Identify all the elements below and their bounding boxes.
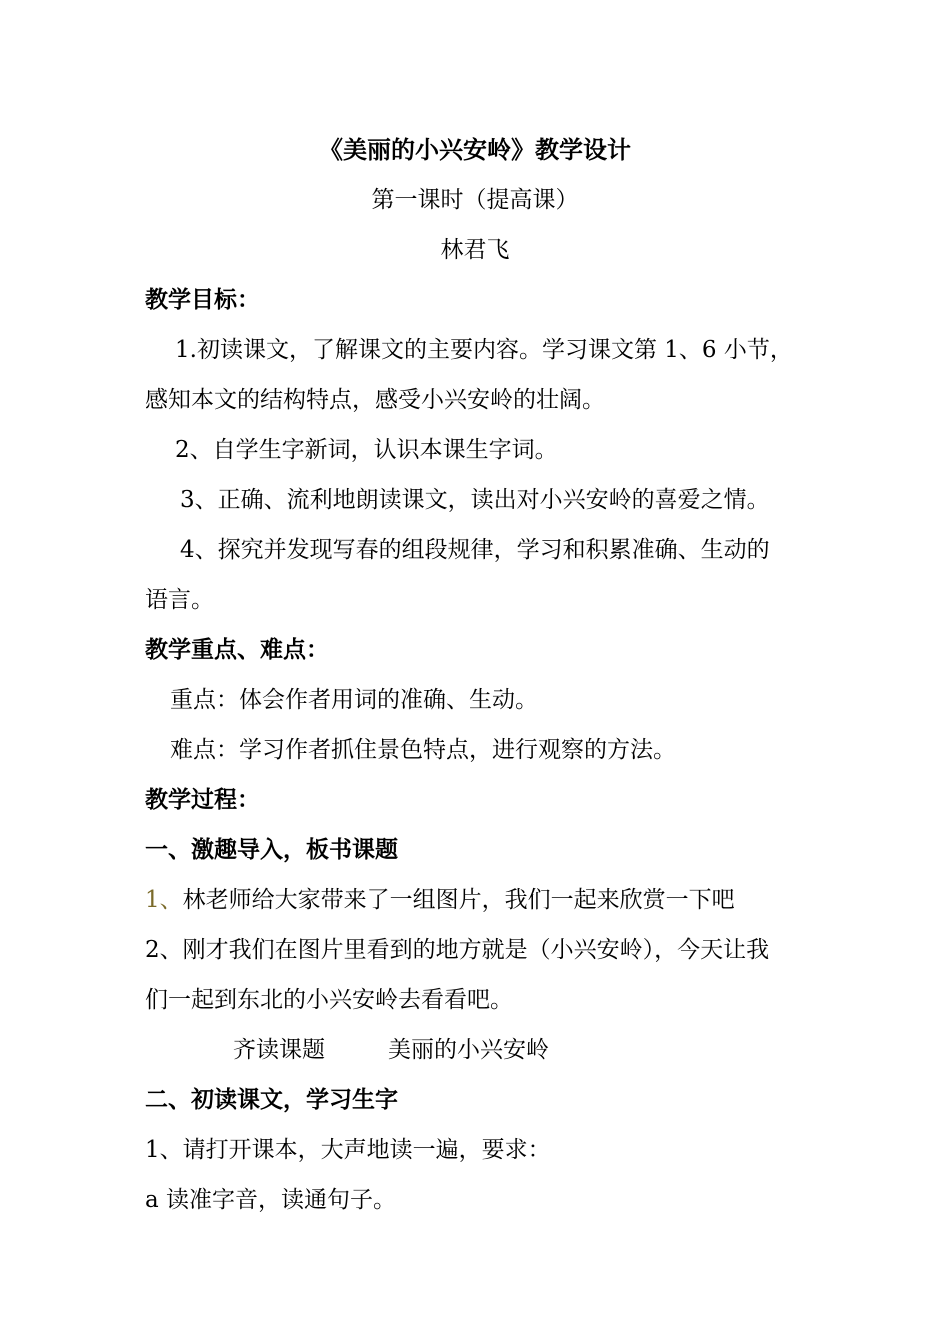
keypoint-difficult: 难点：学习作者抓住景色特点，进行观察的方法。 xyxy=(170,737,676,763)
objective-item-1: 1.初读课文，了解课文的主要内容。学习课文第 1、6 小节， xyxy=(175,337,793,363)
section-2-item-a: a 读准字音，读通句子。 xyxy=(145,1187,397,1213)
objective-item-1-continued: 感知本文的结构特点，感受小兴安岭的壮阔。 xyxy=(145,387,605,413)
process-heading: 教学过程： xyxy=(145,786,260,813)
objective-item-4-continued: 语言。 xyxy=(145,587,214,613)
section-2-item-1: 1、请打开课本，大声地读一遍，要求： xyxy=(145,1137,551,1163)
section-1-item-2: 2、刚才我们在图片里看到的地方就是（小兴安岭），今天让我 xyxy=(145,937,770,963)
section-1-item-2-continued: 们一起到东北的小兴安岭去看看吧。 xyxy=(145,987,513,1013)
objective-item-3: 3、正确、流利地朗读课文，读出对小兴安岭的喜爱之情。 xyxy=(180,487,770,513)
keypoints-heading: 教学重点、难点： xyxy=(145,636,329,663)
objectives-heading: 教学目标： xyxy=(145,286,260,313)
document-subtitle: 第一课时（提高课） xyxy=(371,187,579,213)
objective-item-2: 2、自学生字新词，认识本课生字词。 xyxy=(175,437,558,463)
read-title-text: 美丽的小兴安岭 xyxy=(388,1037,549,1063)
section-1-item-1-number: 1、 xyxy=(145,887,183,913)
section-1-heading: 一、激趣导入，板书课题 xyxy=(145,836,398,863)
section-2-heading: 二、初读课文，学习生字 xyxy=(145,1086,398,1113)
objective-item-4: 4、探究并发现写春的组段规律，学习和积累准确、生动的 xyxy=(180,537,770,563)
keypoint-key: 重点：体会作者用词的准确、生动。 xyxy=(170,687,538,713)
section-1-item-1-text: 林老师给大家带来了一组图片，我们一起来欣赏一下吧 xyxy=(182,887,735,913)
section-1-item-1 xyxy=(145,885,735,915)
document-author: 林君飞 xyxy=(440,237,510,263)
read-title-label: 齐读课题 xyxy=(233,1037,325,1063)
document-title: 《美丽的小兴安岭》教学设计 xyxy=(319,135,631,164)
